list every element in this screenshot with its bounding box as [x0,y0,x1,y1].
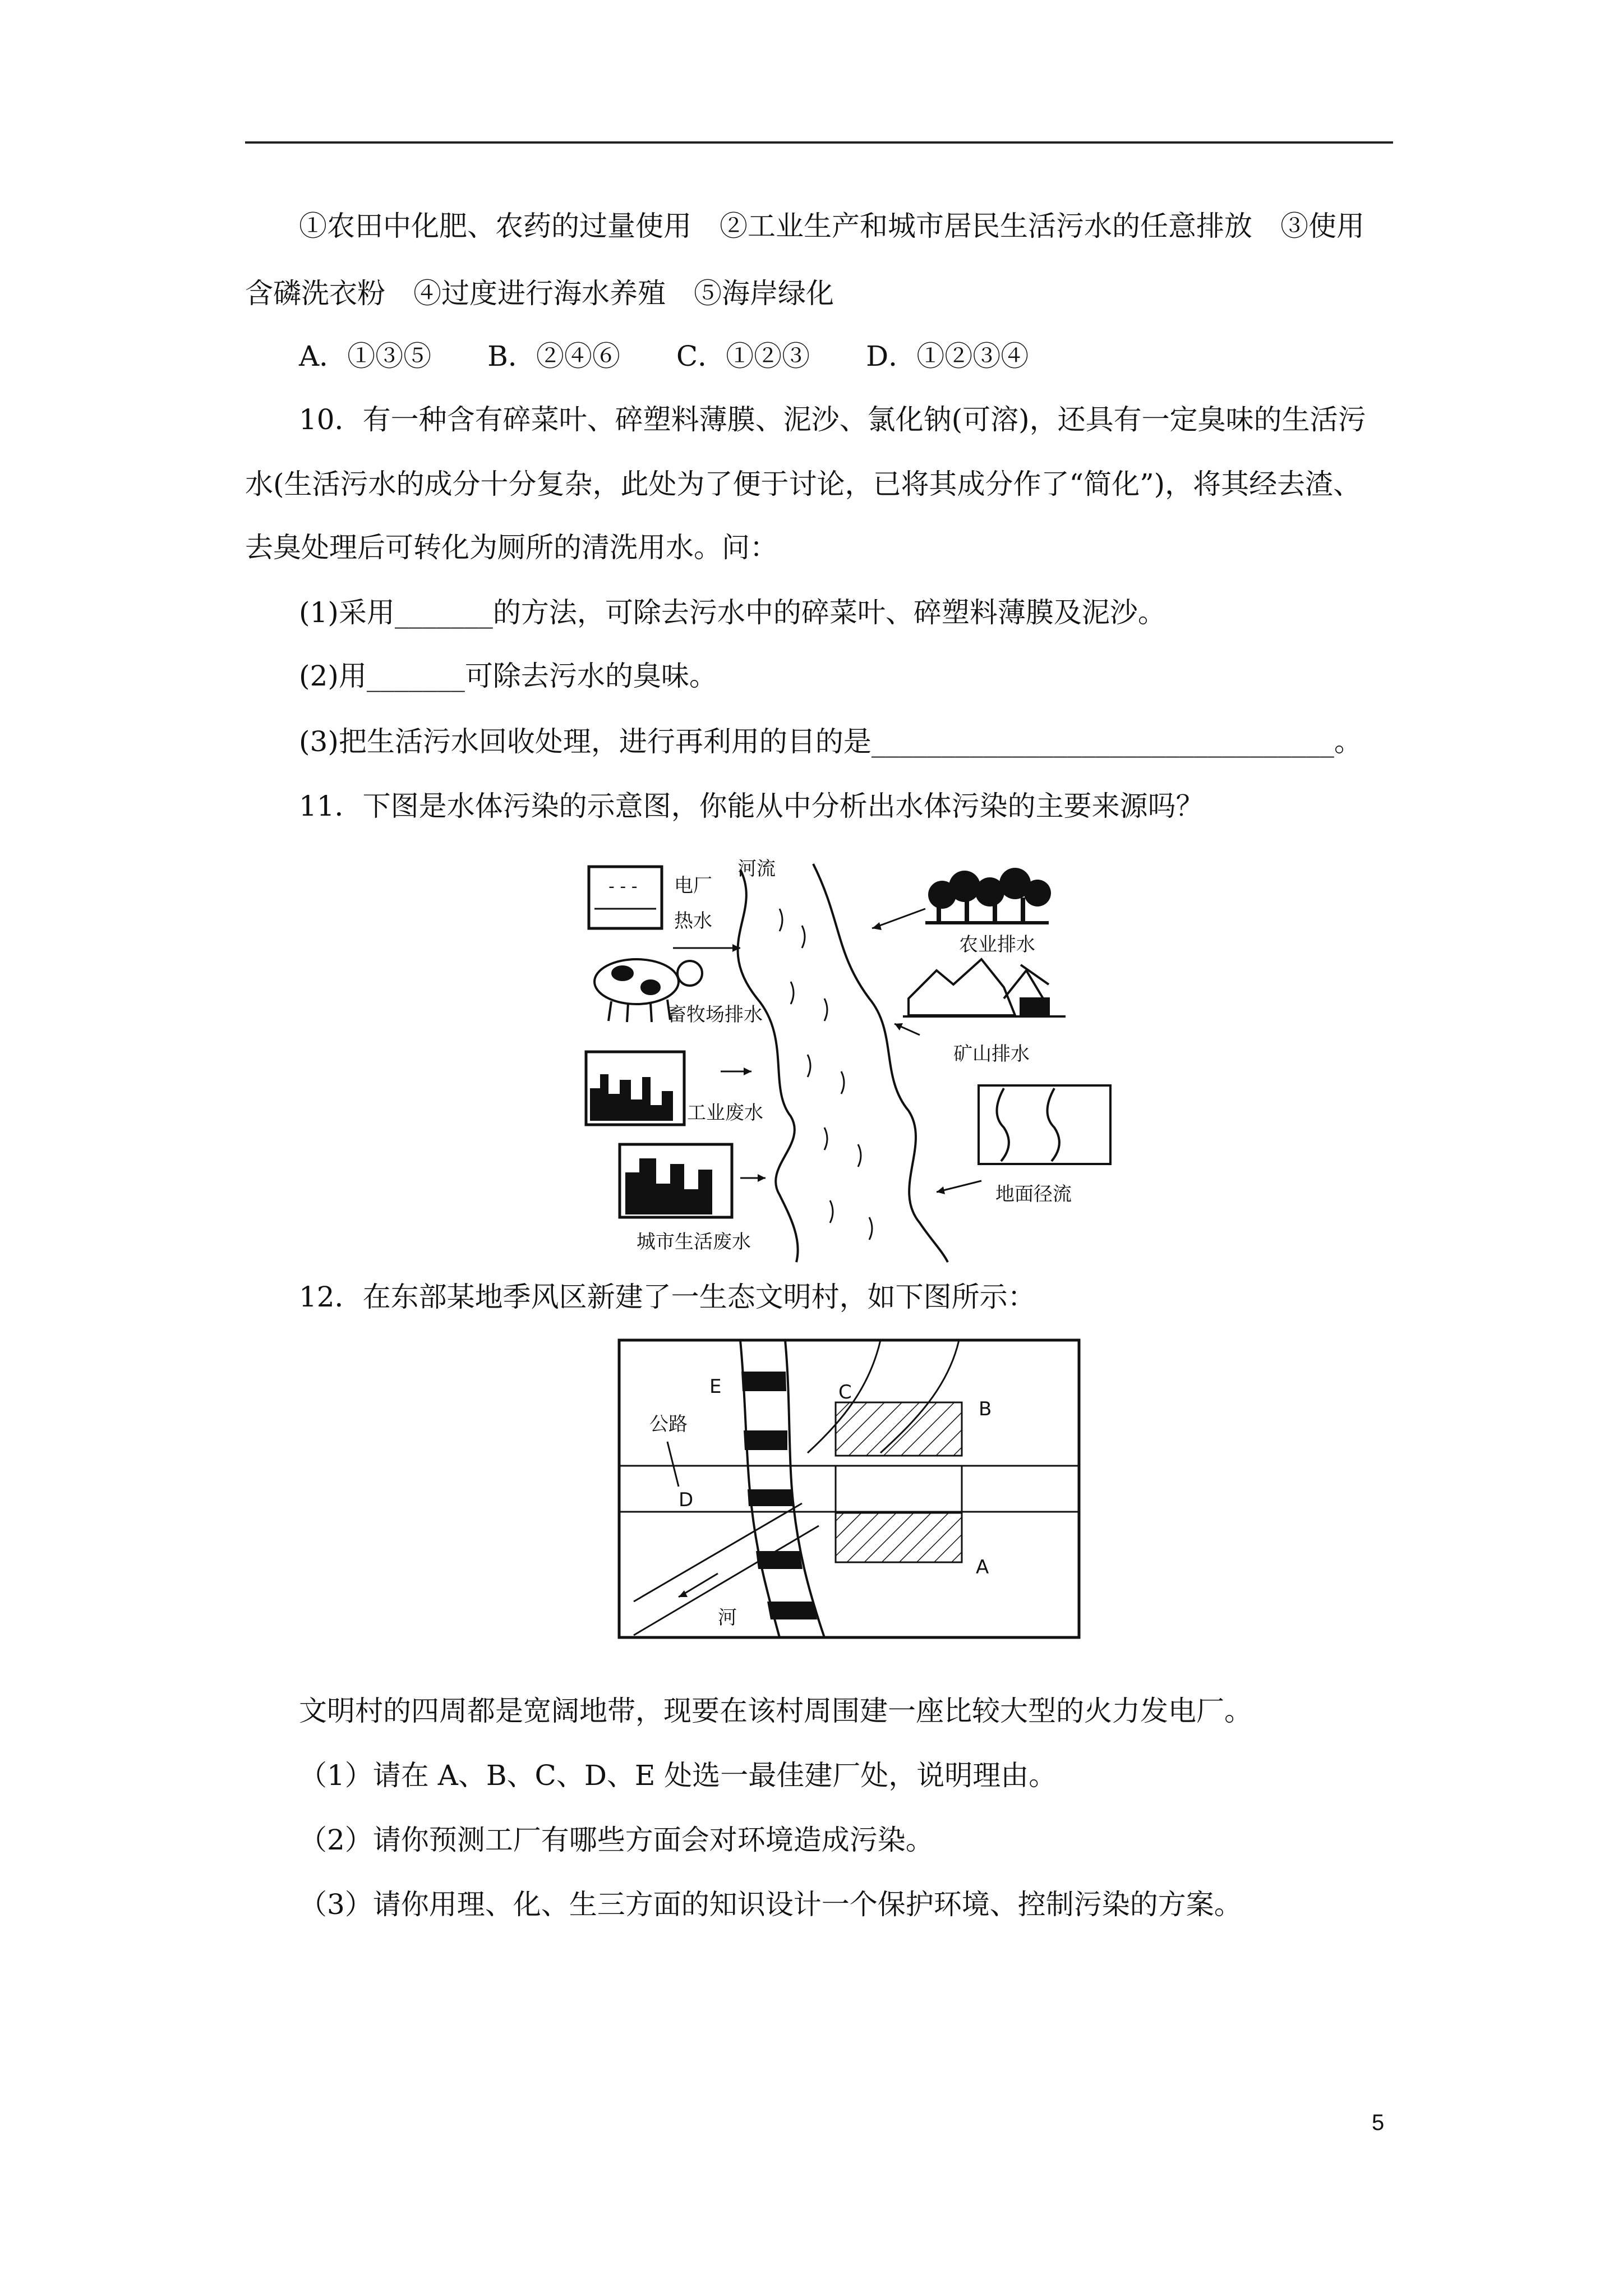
label-c: C [838,1381,852,1404]
railway-right [785,1340,824,1637]
q12-description: 文明村的四周都是宽阔地带，现要在该村周围建一座比较大型的火力发电厂。 [299,1695,1252,1727]
page-number: 5 [1372,2110,1385,2135]
mine-label: 矿山排水 [953,1043,1030,1065]
river-ripples [780,909,872,1240]
livestock-label: 畜牧场排水 [667,1004,763,1026]
mine-icon [903,959,1066,1016]
q10-part-1: (1)采用_______的方法，可除去污水中的碎菜叶、碎塑料薄膜及泥沙。 [299,596,1166,629]
river-label-map: 河 [718,1607,737,1629]
q10-stem-line-2: 水(生活污水的成分十分复杂，此处为了便于讨论，已将其成分作了“简化”)，将其经去渣、 [245,468,1362,500]
q9-options-line-2: 含磷洗衣粉 ④过度进行海水养殖 ⑤海岸绿化 [245,277,834,310]
railway-ties [741,1372,817,1619]
road-pointer [667,1442,679,1487]
power-plant-icon [589,867,662,928]
q10-part-2: (2)用_______可除去污水的臭味。 [299,660,717,692]
industrial-label: 工业废水 [687,1102,763,1124]
label-e: E [709,1375,722,1398]
q10-stem-line-3: 去臭处理后可转化为厕所的清洗用水。问： [245,531,778,564]
label-d: D [679,1489,694,1511]
label-b: B [979,1398,992,1420]
power-plant-label-2: 热水 [674,910,712,932]
q10-stem-line-1: 10．有一种含有碎菜叶、碎塑料薄膜、泥沙、氯化钠(可溶)，还具有一定臭味的生活污 [299,403,1366,436]
urban-label: 城市生活废水 [637,1231,751,1253]
runoff-label: 地面径流 [995,1183,1072,1205]
factory-icon [586,1052,684,1125]
q9-options-line-1: ①农田中化肥、农药的过量使用 ②工业生产和城市居民生活污水的任意排放 ③使用 [299,210,1364,242]
river-label: 河流 [737,858,776,880]
power-plant-label-1: 电厂 [674,875,712,897]
q12-part-3: （3）请你用理、化、生三方面的知识设计一个保护环境、控制污染的方案。 [299,1888,1242,1921]
q10-part-3: (3)把生活污水回收处理，进行再利用的目的是_________________________________。 [299,725,1362,758]
eco-village-map [617,1338,1082,1643]
label-a: A [976,1556,989,1579]
water-pollution-figure [578,853,1127,1270]
village-area-south [836,1513,962,1562]
q12-part-1: （1）请在 A、B、C、D、E 处选一最佳建厂处，说明理由。 [299,1759,1057,1792]
q9-answer-choices: A．①③⑤ B．②④⑥ C．①②③ D．①②③④ [299,340,1029,372]
river-left-bank [738,869,798,1262]
road-label: 公路 [649,1413,688,1435]
svg-text:- - -: - - - [608,877,638,896]
agricultural-label: 农业排水 [959,933,1035,956]
q12-stem: 12．在东部某地季风区新建了一生态文明村，如下图所示： [299,1281,1036,1313]
terrain-icon [979,1085,1110,1164]
q12-part-2: （2）请你预测工厂有哪些方面会对环境造成污染。 [299,1824,934,1856]
q11-stem: 11．下图是水体污染的示意图，你能从中分析出水体污染的主要来源吗？ [299,790,1204,822]
village-area-north [836,1402,962,1456]
city-icon [620,1144,732,1217]
trees-icon [925,868,1051,924]
header-rule [245,141,1393,144]
